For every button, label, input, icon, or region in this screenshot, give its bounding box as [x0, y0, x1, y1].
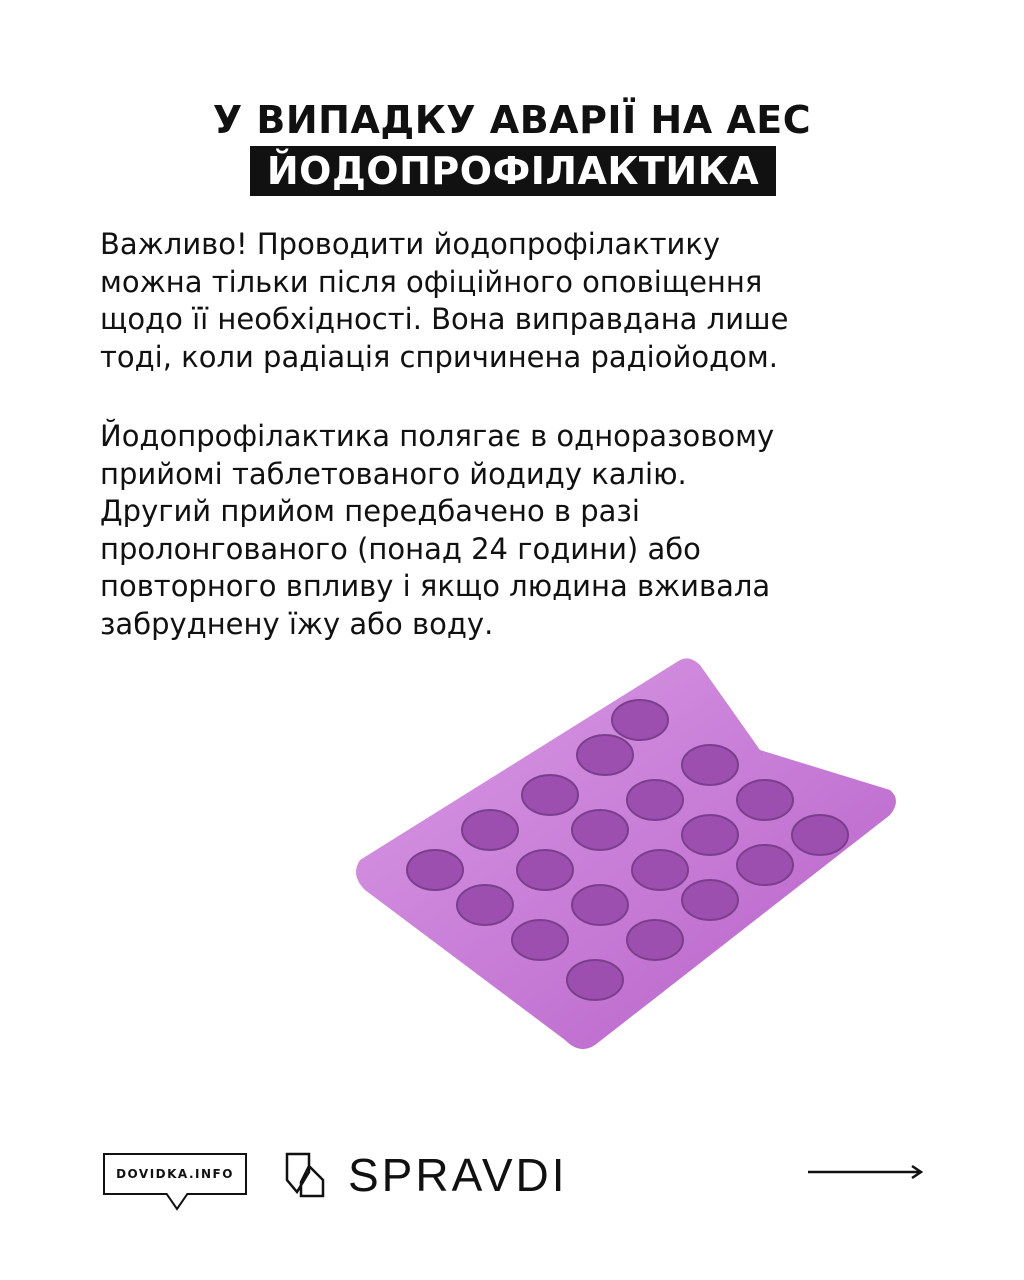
text-line: Важливо! Проводити йодопрофілактику	[100, 227, 721, 261]
paragraph-warning	[100, 226, 940, 376]
pill	[457, 885, 513, 925]
pill	[407, 850, 463, 890]
page-subtitle: ЙОДОПРОФІЛАКТИКА	[250, 146, 776, 196]
pill	[612, 700, 668, 740]
pill	[577, 735, 633, 775]
text-line: забруднену їжу або воду.	[100, 606, 494, 641]
text-line: Йодопрофілактика полягає в одноразовому	[100, 419, 775, 453]
pill	[737, 845, 793, 885]
pill	[517, 850, 573, 890]
pill	[682, 745, 738, 785]
pill	[682, 815, 738, 855]
speech-tail-icon	[166, 1193, 188, 1213]
text-line: тоді, коли радіація спричинена радіойодом.	[100, 339, 778, 374]
pill	[572, 810, 628, 850]
pill	[632, 850, 688, 890]
pill	[567, 960, 623, 1000]
pill	[522, 775, 578, 815]
pill	[627, 780, 683, 820]
text-line: Другий прийом передбачено в разі	[100, 494, 640, 528]
pill	[462, 810, 518, 850]
spravdi-logo-icon	[285, 1152, 327, 1198]
dovidka-logo: DOVIDKA.INFO	[103, 1153, 247, 1195]
pill	[682, 880, 738, 920]
text-line: щодо її необхідності. Вона виправдана лише	[100, 302, 789, 336]
pill	[627, 920, 683, 960]
text-line: повторного впливу і якщо людина вживала	[100, 569, 771, 603]
text-line: можна тільки після офіційного оповіщення	[100, 264, 763, 299]
blister-pack-image	[340, 650, 910, 1060]
text-line: прийомі таблетованого йодиду калію.	[100, 456, 687, 491]
page-title: У ВИПАДКУ АВАРІЇ НА АЕС	[212, 98, 812, 142]
pill	[737, 780, 793, 820]
paragraph-description	[100, 418, 940, 643]
pill	[512, 920, 568, 960]
text-line: пролонгованого (понад 24 години) або	[100, 531, 701, 566]
pill	[792, 815, 848, 855]
arrow-right-icon[interactable]	[806, 1162, 926, 1182]
spravdi-logo: SPRAVDI	[348, 1149, 568, 1201]
pill	[572, 885, 628, 925]
